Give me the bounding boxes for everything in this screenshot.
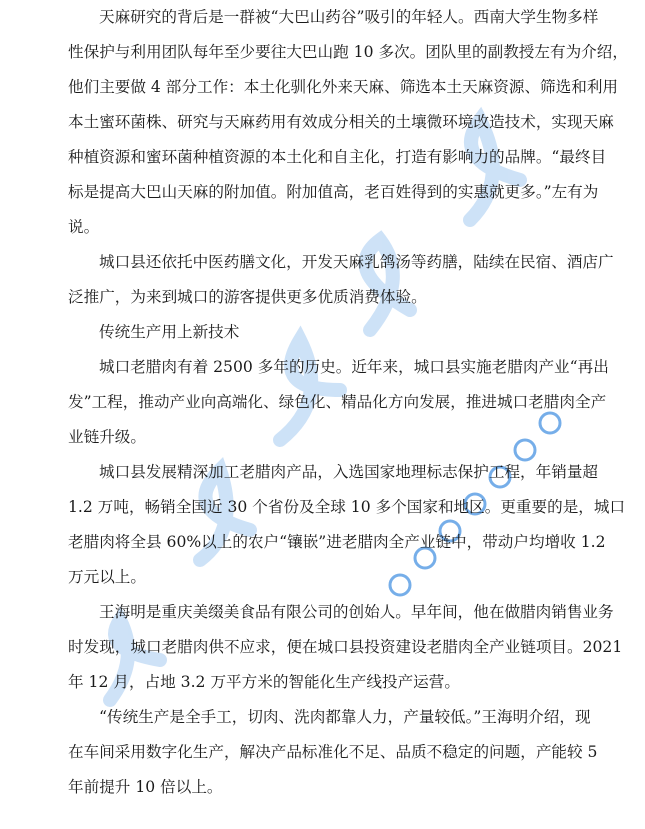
text-line: 发”工程，推动产业向高端化、绿色化、精品化方向发展，推进城口老腊肉全产 <box>68 393 607 411</box>
paragraph <box>68 455 626 595</box>
section-heading <box>68 315 529 350</box>
text-line: 城口县还依托中医药膳文化，开发天麻乳鸽汤等药膳，陆续在民宿、酒店广 <box>99 253 614 271</box>
text-line: 时发现，城口老腊肉供不应求，便在城口县投资建设老腊肉全产业链项目。2021 <box>68 638 623 656</box>
text-line: 城口县发展精深加工老腊肉产品，入选国家地理标志保护工程，年销量超 <box>99 463 599 481</box>
text-line: 年 12 月，占地 3.2 万平方米的智能化生产线投产运营。 <box>68 673 460 691</box>
text-line: 标是提高大巴山天麻的附加值。附加值高，老百姓得到的实惠就更多。”左有为 <box>68 183 599 201</box>
text-line: 他们主要做 4 部分工作：本土化驯化外来天麻、筛选本土天麻资源、筛选和利用 <box>68 78 619 96</box>
text-line: “传统生产是全手工，切肉、洗肉都靠人力，产量较低。”王海明介绍，现 <box>99 708 591 726</box>
text-line: 老腊肉将全县 60%以上的农户“镶嵌”进老腊肉全产业链中，带动户均增收 1.2 <box>68 533 606 551</box>
text-line: 说。 <box>68 218 100 236</box>
document-body <box>68 0 628 805</box>
text-line: 性保护与利用团队每年至少要往大巴山跑 10 多次。团队里的副教授左有为介绍， <box>68 43 628 61</box>
text-line: 天麻研究的背后是一群被“大巴山药谷”吸引的年轻人。西南大学生物多样 <box>99 8 599 26</box>
paragraph <box>68 700 598 805</box>
text-line: 业链升级。 <box>68 428 146 446</box>
text-line: 在车间采用数字化生产，解决产品标准化不足、品质不稳定的问题，产能较 5 <box>68 743 598 761</box>
paragraph <box>68 350 609 455</box>
text-line: 传统生产用上新技术 <box>99 323 240 341</box>
text-line: 1.2 万吨，畅销全国近 30 个省份及全球 10 多个国家和地区。更重要的是，城口 <box>68 498 626 516</box>
text-line: 城口老腊肉有着 2500 多年的历史。近年来，城口县实施老腊肉产业“再出 <box>99 358 609 376</box>
text-line: 泛推广，为来到城口的游客提供更多优质消费体验。 <box>68 288 427 306</box>
text-line: 万元以上。 <box>68 568 146 586</box>
text-line: 种植资源和蜜环菌种植资源的本土化和自主化，打造有影响力的品牌。“最终目 <box>68 148 607 166</box>
text-line: 王海明是重庆美缀美食品有限公司的创始人。早年间，他在做腊肉销售业务 <box>99 603 614 621</box>
text-line: 年前提升 10 倍以上。 <box>68 778 223 796</box>
paragraph <box>68 595 623 700</box>
paragraph <box>68 0 628 245</box>
paragraph <box>68 245 614 315</box>
text-line: 本土蜜环菌株、研究与天麻药用有效成分相关的土壤微环境改造技术，实现天麻 <box>68 113 614 131</box>
